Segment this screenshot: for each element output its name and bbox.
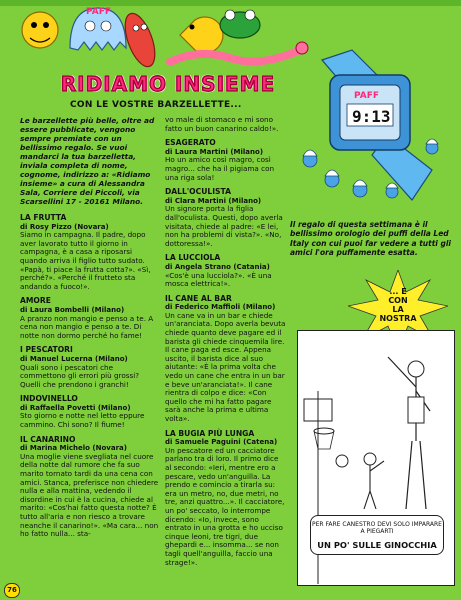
joke-author: di Marina Michelo (Novara) <box>20 444 127 453</box>
page-subtitle: CON LE VOSTRE BARZELLETTE... <box>70 100 242 110</box>
joke-author: di Federico Maffioli (Milano) <box>165 303 276 312</box>
joke-item <box>20 346 160 389</box>
watch-brand: PAFF <box>354 91 380 101</box>
joke-title: INDOVINELLO <box>20 394 78 404</box>
header-illustration <box>0 0 330 70</box>
basketball <box>336 455 348 467</box>
joke-title: LA FRUTTA <box>20 213 67 222</box>
jokes-column-middle <box>165 116 287 573</box>
cartoon-caption-small: PER FARE CANESTRO DEVI SOLO IMPARARE A PIEGARTI <box>312 521 442 535</box>
joke-author: di Laura Bombelli (Milano) <box>20 305 125 314</box>
joke-item <box>20 214 160 291</box>
worm-character <box>170 50 300 62</box>
joke-text: A pranzo non mangio e penso a te. A cena non mangio e penso a te. Di notte non dormo perché ho fame! <box>20 313 154 340</box>
joke-author: di Manuel Lucerna (Milano) <box>20 354 128 363</box>
joke-item <box>165 430 287 568</box>
cartoon-caption <box>310 515 444 555</box>
watch-illustration <box>292 40 452 210</box>
joke-title: LA BUGIA PIÙ LUNGA <box>165 428 255 438</box>
joke-title: AMORE <box>20 296 51 306</box>
joke-item <box>20 395 160 429</box>
joke-title: LA LUCCIOLA <box>165 253 221 263</box>
jokes-column-left <box>20 214 160 545</box>
pacman-character <box>180 17 223 53</box>
joke-text: Quali sono i pescatori che commettono gli errori più grossi? Quelli che prendono i granchi! <box>20 362 140 389</box>
coach-figure <box>364 453 384 509</box>
cartoon-caption-big: UN PO' SULLE GINOCCHIA <box>317 540 437 550</box>
joke-title: DALL'OCULISTA <box>165 187 231 197</box>
joke-text: Un cane va in un bar e chiede un'aranciata. Dopo averla bevuta chiede quanto deve pagare ed il barista gli chiede cinquemila lire. Il cane paga ed esce. Appena uscito, il barista dice al suo aiutante: «È la prima volta che vedo un cane che entra in un bar e beve un'aranciata!». Il cane rientra di colpo e dice: «Con quello che mi ha fatto pagare sarà anche la prima e ultima volta». <box>165 310 286 423</box>
tall-player <box>388 357 430 509</box>
joke-item <box>165 295 287 424</box>
hoop <box>314 428 334 434</box>
watch-display: 9:13 <box>352 107 391 126</box>
joke-title: IL CANE AL BAR <box>165 293 232 303</box>
joke-author: di Clara Martini (Milano) <box>165 196 262 205</box>
title-banner <box>58 72 278 96</box>
page-number: 76 <box>4 583 20 598</box>
cartoon-panel <box>297 330 455 586</box>
joke-item <box>165 254 287 288</box>
joke-author: di Raffaella Povetti (Milano) <box>20 403 131 412</box>
joke-item <box>165 188 287 248</box>
star-text: ... E CON LA NOSTRA <box>379 287 417 323</box>
joke-continuation <box>165 116 287 133</box>
joke-author: di Laura Martini (Milano) <box>165 147 264 156</box>
joke-text: Ho un amico così magro, così magro... che ha il pigiama con una riga sola! <box>165 155 275 182</box>
joke-text: Sto giorno e notte nel letto eppure cammino. Chi sono? Il fiume! <box>20 411 145 430</box>
joke-title: IL CANARINO <box>20 434 76 444</box>
prize-caption: Il regalo di questa settimana è il bellissimo orologio dei puffi della Led Italy con cui puoi far vedere a tutti gli amici l'ora puffamente esatta. <box>290 220 451 257</box>
joke-text: Un signore porta la figlia dall'oculista. Questi, dopo averla visitata, chiede al padre: «E lei, non ha problemi di vista?». «No, dottoressa!». <box>165 204 283 248</box>
joke-text: Siamo in campagna. Il padre, dopo aver lavorato tutto il giorno in campagna, è a casa a riposarsi quando arriva il figlio tutto sudato. «Papà, ti piace la frutta cotta?». «Sì, perché?». «Perché il frutteto sta andando a fuoco!». <box>20 230 151 291</box>
joke-item <box>20 436 160 539</box>
intro-text: Le barzellette più belle, oltre ad essere pubblicate, vengono sempre premiate con un bellissimo regalo. Se vuoi mandarci la tua barzelletta, inviala completa di nome, cognome, indirizzo a: «Ridiamo insieme» a cura di Alessandra Sala, Corriere dei Piccoli, via Scarsellini 17 - 20161 Milano. <box>20 116 155 206</box>
joke-author: di Samuele Paguini (Catena) <box>165 438 278 447</box>
joke-author: di Rosy Pizzo (Novara) <box>20 222 109 231</box>
joke-item <box>165 139 287 182</box>
joke-author: di Angela Strano (Catania) <box>165 262 270 271</box>
svg-text:PAFF: PAFF <box>86 7 112 17</box>
joke-text: vo male di stomaco e mi sono fatto un buon canarino caldo!». <box>165 115 279 133</box>
joke-text: «Cos'è una lucciola?». «È una mosca elettrica!». <box>165 270 272 289</box>
joke-text: Un pescatore ed un cacciatore parlano tra di loro. Il primo dice al secondo: «Ieri, mentre ero a pescare, vedo un'anguilla. La prendo e comincio a tirarla su: era un metro, no, due metri, no tre, anzi quattro...». Il cacciatore, un po' seccato, lo interrompe dicendo: «Io, invece, sono entrato in una grotta e ho ucciso cinque leoni, tre tigri, due ghepardi e... insomma... se non tagli quell'anguilla, faccio una strage!». <box>165 445 285 567</box>
page-title: RIDIAMO INSIEME <box>60 72 276 96</box>
joke-title: ESAGERATO <box>165 138 216 148</box>
joke-item <box>20 297 160 340</box>
joke-text: Una moglie viene svegliata nel cuore della notte dal rumore che fa suo marito tornato tardi da una cena con amici. Stanca, preferisce non chiedere nulla e alla mattina, vedendo il disordine in cui è la cucina, chiede al marito: «Cos'hai fatto questa notte? È tutto all'aria e non riesco a trovare neanche il canarino!». «Ma cara... non ho fatto nulla... sta- <box>20 451 159 539</box>
joke-title: I PESCATORI <box>20 345 73 355</box>
